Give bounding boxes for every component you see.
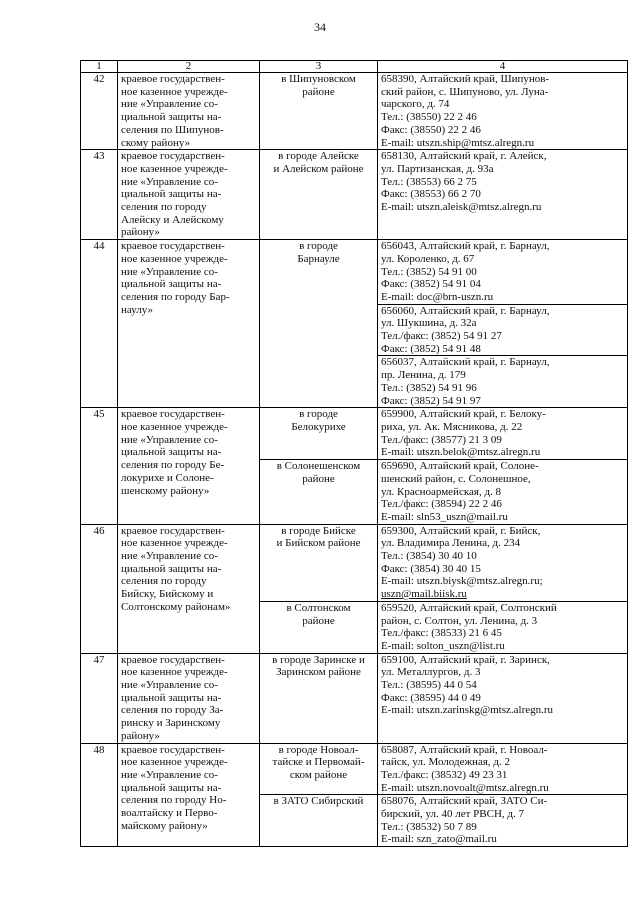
fax: Факс: (3852) 54 91 04	[381, 278, 481, 291]
table-row	[81, 73, 628, 150]
contact-cell: 658130, Алтайский край, г. Алейск, ул. Партизанская, д. 93а Тел.: (38553) 66 2 75 Факс: (38553) 66 2 70 E-mail: utszn.aleisk@mtsz.alregn.ru	[378, 150, 628, 240]
col-header-1: 1	[81, 61, 118, 73]
phone-fax: Тел./факс: (38533) 21 6 45	[381, 627, 502, 640]
row-number: 43	[81, 150, 118, 240]
organization-name: краевое государствен- ное казенное учрежде- ние «Управление со- циальной защиты на- селения по городу Но- воалтайску и Перво- майскому району»	[118, 743, 260, 847]
table-row	[81, 150, 628, 240]
contact-cell: 659300, Алтайский край, г. Бийск, ул. Владимира Ленина, д. 234 Тел.: (3854) 30 40 10 Факс: (3854) 30 40 15 E-mail: utszn.biysk@mtsz.alregn.ru; uszn@mail.biisk.ru	[378, 524, 628, 601]
row-number: 46	[81, 524, 118, 653]
district-cell: в городе Алейске и Алейском районе	[260, 150, 378, 240]
fax: Факс: (38550) 22 2 46	[381, 123, 481, 136]
phone: Тел.: (38532) 50 7 89	[381, 820, 477, 833]
row-number: 42	[81, 73, 118, 150]
fax: Факс: (3854) 30 40 15	[381, 562, 481, 575]
table-row	[81, 653, 628, 743]
contact-cell: 659520, Алтайский край, Солтонский район, с. Солтон, ул. Ленина, д. 3 Тел./факс: (38533) 21 6 45 E-mail: solton_uszn@list.ru	[378, 601, 628, 653]
organization-name: краевое государствен- ное казенное учрежде- ние «Управление со- циальной защиты на- селения по городу Бийску, Бийскому и Солтонскому районам»	[118, 524, 260, 653]
phone: Тел.: (3852) 54 91 96	[381, 381, 477, 394]
phone: Тел.: (3852) 54 91 00	[381, 265, 477, 278]
email: E-mail: utszn.zarinskg@mtsz.alregn.ru	[381, 704, 554, 717]
email: E-mail: utszn.novoalt@mtsz.alregn.ru	[381, 781, 549, 794]
fax: Факс: (38595) 44 0 49	[381, 691, 481, 704]
social-protection-offices-table	[80, 60, 628, 847]
district-cell: в Солтонском районе	[260, 601, 378, 653]
organization-name: краевое государствен- ное казенное учрежде- ние «Управление со- циальной защиты на- селения по городу Бар- наулу»	[118, 240, 260, 408]
district-cell: в городе Барнауле	[260, 240, 378, 408]
row-number: 45	[81, 408, 118, 524]
email: E-mail: utszn.biysk@mtsz.alregn.ru;	[381, 575, 543, 588]
email: E-mail: utszn.belok@mtsz.alregn.ru	[381, 446, 541, 459]
organization-name: краевое государствен- ное казенное учрежде- ние «Управление со- циальной защиты на- селения по Шипунов- скому району»	[118, 73, 260, 150]
email: E-mail: sln53_uszn@mail.ru	[381, 510, 508, 523]
phone-fax: Тел./факс: (38532) 49 23 31	[381, 768, 508, 781]
phone-fax: Тел./факс: (3852) 54 91 27	[381, 330, 502, 343]
fax: Факс: (38553) 66 2 70	[381, 188, 481, 201]
table-row	[81, 524, 628, 601]
col-header-3: 3	[260, 61, 378, 73]
phone: Тел.: (38595) 44 0 54	[381, 679, 477, 692]
contact-cell: 659690, Алтайский край, Солоне- шенский район, с. Солонешное, ул. Красноармейская, д. 8 Тел./факс: (38594) 22 2 46 E-mail: sln53_uszn@mail.ru	[378, 460, 628, 525]
table-row	[81, 240, 628, 305]
district-cell: в городе Белокурихе	[260, 408, 378, 460]
email-secondary: uszn@mail.biisk.ru	[381, 588, 467, 601]
organization-name: краевое государствен- ное казенное учрежде- ние «Управление со- циальной защиты на- селения по городу За- ринску и Заринскому району»	[118, 653, 260, 743]
phone-fax: Тел./факс: (38577) 21 3 09	[381, 433, 502, 446]
fax: Факс: (3852) 54 91 48	[381, 342, 481, 355]
contact-cell: 659900, Алтайский край, г. Белоку- риха, ул. Ак. Мясникова, д. 22 Тел./факс: (38577) 21 3 09 E-mail: utszn.belok@mtsz.alregn.ru	[378, 408, 628, 460]
phone: Тел.: (38553) 66 2 75	[381, 175, 477, 188]
page-number: 34	[314, 20, 326, 34]
email: E-mail: solton_uszn@list.ru	[381, 639, 505, 652]
col-header-2: 2	[118, 61, 260, 73]
contact-cell: 658390, Алтайский край, Шипунов- ский район, с. Шипуново, ул. Луна- чарского, д. 74 Тел.: (38550) 22 2 46 Факс: (38550) 22 2 46 E-mail: utszn.ship@mtsz.alregn.ru	[378, 73, 628, 150]
table-row	[81, 743, 628, 795]
contact-cell: 656043, Алтайский край, г. Барнаул, ул. Короленко, д. 67 Тел.: (3852) 54 91 00 Факс: (3852) 54 91 04 E-mail: doc@brn-uszn.ru	[378, 240, 628, 305]
organization-name: краевое государствен- ное казенное учрежде- ние «Управление со- циальной защиты на- селения по городу Алейску и Алейскому району»	[118, 150, 260, 240]
district-cell: в городе Заринске и Заринском районе	[260, 653, 378, 743]
email: E-mail: szn_zato@mail.ru	[381, 833, 497, 846]
row-number: 48	[81, 743, 118, 847]
header-row	[81, 61, 628, 73]
email: E-mail: doc@brn-uszn.ru	[381, 290, 494, 303]
district-cell: в Солонешенском районе	[260, 460, 378, 525]
contact-cell: 659100, Алтайский край, г. Заринск, ул. Металлургов, д. 3 Тел.: (38595) 44 0 54 Факс: (38595) 44 0 49 E-mail: utszn.zarinskg@mtsz.alregn.ru	[378, 653, 628, 743]
phone: Тел.: (38550) 22 2 46	[381, 111, 477, 124]
table-row	[81, 408, 628, 460]
district-cell: в ЗАТО Сибирский	[260, 795, 378, 847]
col-header-4: 4	[378, 61, 628, 73]
phone-fax: Тел./факс: (38594) 22 2 46	[381, 498, 502, 511]
phone: Тел.: (3854) 30 40 10	[381, 550, 477, 563]
row-number: 44	[81, 240, 118, 408]
contact-cell: 658087, Алтайский край, г. Новоал- тайск, ул. Молодежная, д. 2 Тел./факс: (38532) 49 23 31 E-mail: utszn.novoalt@mtsz.alregn.ru	[378, 743, 628, 795]
contact-cell: 658076, Алтайский край, ЗАТО Си- бирский, ул. 40 лет РВСН, д. 7 Тел.: (38532) 50 7 89 E-mail: szn_zato@mail.ru	[378, 795, 628, 847]
district-cell: в городе Бийске и Бийском районе	[260, 524, 378, 601]
contact-cell: 656037, Алтайский край, г. Барнаул, пр. Ленина, д. 179 Тел.: (3852) 54 91 96 Факс: (3852) 54 91 97	[378, 356, 628, 408]
organization-name: краевое государствен- ное казенное учрежде- ние «Управление со- циальной защиты на- селения по городу Бе- локурихе и Солоне- шенскому району»	[118, 408, 260, 524]
contact-cell: 656060, Алтайский край, г. Барнаул, ул. Шукшина, д. 32а Тел./факс: (3852) 54 91 27 Факс: (3852) 54 91 48	[378, 304, 628, 356]
fax: Факс: (3852) 54 91 97	[381, 394, 481, 407]
district-cell: в Шипуновском районе	[260, 73, 378, 150]
email: E-mail: utszn.ship@mtsz.alregn.ru	[381, 136, 535, 149]
district-cell: в городе Новоал- тайске и Первомай- ском районе	[260, 743, 378, 795]
row-number: 47	[81, 653, 118, 743]
email: E-mail: utszn.aleisk@mtsz.alregn.ru	[381, 201, 542, 214]
